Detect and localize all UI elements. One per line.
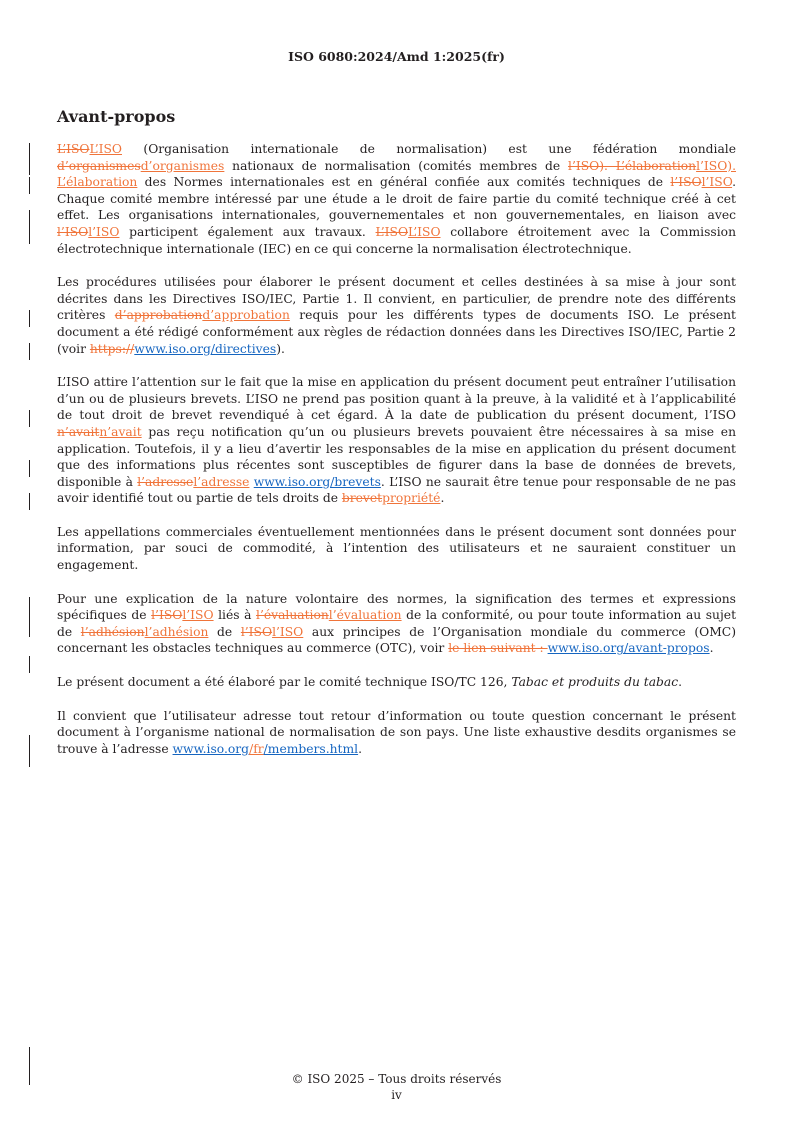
change-bar [29, 460, 30, 477]
deleted-text: n’avait [57, 424, 100, 439]
deleted-text: l’adresse [137, 474, 194, 489]
copyright-notice: © ISO 2025 – Tous droits réservés [291, 1072, 502, 1086]
inserted-text: /fr [249, 741, 264, 756]
patents-link[interactable]: www.iso.org/brevets [253, 474, 381, 489]
document-header: ISO 6080:2024/Amd 1:2025(fr) [288, 49, 505, 64]
paragraph-feedback: Il convient que l’utilisateur adresse tout retour d’information ou toute question concernant le présent document à l’organisme national de normalisation de son pays. Une liste exhaustive desdits organismes se trouve à l’adresse www.iso.org/fr/members.html. [57, 708, 736, 756]
change-bar [29, 493, 30, 510]
paragraph-trade-names: Les appellations commerciales éventuellement mentionnées dans le présent document sont données pour information, par souci de commodité, à l’intention des utilisateurs et ne sauraient constituer un engagement. [57, 524, 736, 573]
paragraph-committee: Le présent document a été élaboré par le comité technique ISO/TC 126, Tabac et produits du tabac. [57, 675, 683, 690]
inserted-text: l’ISO [701, 175, 733, 190]
inserted-text: l’ISO [182, 608, 214, 623]
change-bar [29, 143, 30, 175]
change-bar [29, 343, 30, 360]
change-bar [29, 210, 30, 244]
inserted-text: l’ISO [88, 224, 120, 239]
deleted-text: d’approbation [114, 308, 203, 323]
deleted-text: l’ISO [57, 224, 89, 239]
inserted-text: n’avait [99, 424, 142, 439]
inserted-text: l’adresse [193, 474, 250, 489]
deleted-text: le lien suivant : [448, 641, 548, 656]
change-bar [29, 177, 30, 194]
change-bar [29, 597, 30, 637]
foreword-body [57, 141, 736, 774]
paragraph-patents: L’ISO attire l’attention sur le fait que la mise en application du présent document peut entraîner l’utilisation d’un ou de plusieurs brevets. L’ISO ne prend pas position quant à la preuve, à la validité et à l’applicabilité de tout droit de brevet revendiqué à cet égard. À la date de publication du présent document, l’ISO n’avaitn’avait pas reçu notification qu’un ou plusieurs brevets pouvaient être nécessaires à sa mise en application. Toutefois, il y a lieu d’avertir les responsables de la mise en application du présent document que des informations plus récentes sont susceptibles de figurer dans la base de données de brevets, disponible à l’adressel’adresse www.iso.org/brevets. L’ISO ne saurait être tenue pour responsable de ne pas avoir identifié tout ou partie de tels droits de brevetpropriété. [57, 375, 736, 506]
page-footer [0, 1071, 793, 1103]
inserted-text: L’ISO [89, 142, 122, 156]
change-bar [29, 410, 30, 427]
deleted-text: L’ISO [375, 224, 409, 239]
inserted-text: L’ISO [408, 224, 441, 239]
inserted-text: propriété [382, 491, 441, 506]
deleted-text: l’évaluation [256, 608, 329, 623]
deleted-text: d’organismes [57, 158, 141, 173]
paragraph-iso-federation: L’ISOL’ISO (Organisation internationale de normalisation) est une fédération mondiale d’organismesd’organismes nationaux de normalisation (comités membres de l’ISO). L’élaborationl’ISO). L’élaboration des Normes internationales est en général confiée aux comités techniques de l’ISOl’ISO. Chaque comité membre intéressé par une étude a le droit de faire partie du comité technique créé à cet effet. Les organisations internationales, gouvernementales et non gouvernementales, en liaison avec l’ISOl’ISO participent également aux travaux. L’ISOL’ISO collabore étroitement avec la Commission électrotechnique internationale (IEC) en ce qui concerne la normalisation électrotechnique. [57, 142, 737, 256]
inserted-text: l’évaluation [328, 608, 402, 623]
change-bar [29, 735, 30, 767]
paragraph-voluntary-nature: Pour une explication de la nature volontaire des normes, la signification des termes et expressions spécifiques de l’ISOl’ISO liés à l’évaluationl’évaluation de la conformité, ou pour toute information au sujet de l’adhésionl’adhésion de l’ISOl’ISO aux principes de l’Organisation mondiale du commerce (OMC) concernant les obstacles techniques au commerce (OTC), voir le lien suivant : www.iso.org/avant-propos. [57, 591, 737, 656]
deleted-text: l’ISO [240, 624, 273, 639]
change-bar [29, 310, 30, 327]
deleted-text: l’ISO). L’élaboration [568, 158, 697, 173]
inserted-text: l’ISO [272, 624, 304, 639]
foreword-link[interactable]: www.iso.org/avant-propos [547, 641, 710, 656]
committee-title: Tabac et produits du tabac [511, 675, 679, 690]
section-title: Avant-propos [57, 107, 176, 126]
members-link[interactable]: www.iso.org/fr/members.html [172, 741, 359, 756]
directives-link[interactable]: www.iso.org/directives [134, 341, 277, 356]
deleted-text: brevet [341, 491, 383, 506]
deleted-text: l’adhésion [80, 624, 145, 639]
change-bar [29, 656, 30, 673]
deleted-text: L’ISO [57, 142, 90, 156]
inserted-text: l’ISO). L’élaboration [57, 158, 737, 190]
deleted-text: l’ISO [151, 608, 183, 623]
deleted-text: l’ISO [670, 175, 702, 190]
page-number: iv [391, 1088, 402, 1102]
inserted-text: d’organismes [140, 158, 225, 173]
inserted-text: d’approbation [202, 308, 290, 323]
paragraph-procedures: Les procédures utilisées pour élaborer le présent document et celles destinées à sa mise à jour sont décrites dans les Directives ISO/IEC, Partie 1. Il convient, en particulier, de prendre note des différents critères d’approbationd’approbation requis pour les différents types de documents ISO. Le présent document a été rédigé conformément aux règles de rédaction données dans les Directives ISO/IEC, Partie 2 (voir https://www.iso.org/directives). [57, 275, 736, 356]
inserted-text: l’adhésion [144, 624, 209, 639]
deleted-text: https:// [89, 341, 135, 356]
